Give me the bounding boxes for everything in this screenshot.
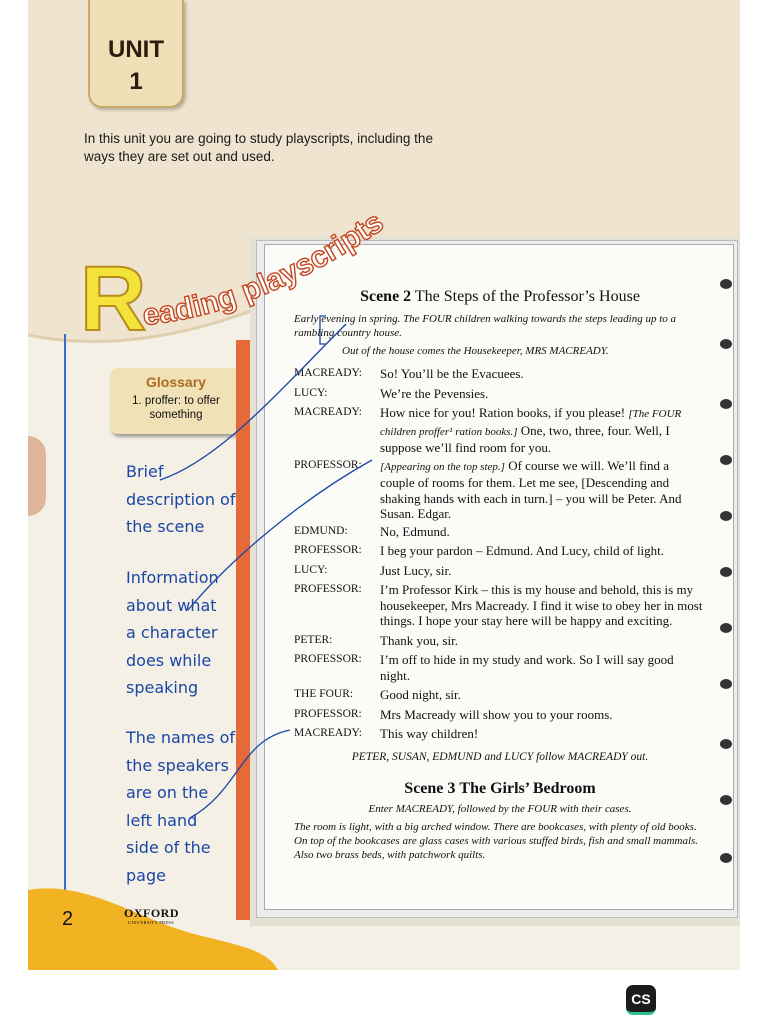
- spoken-text: Just Lucy, sir.: [380, 562, 452, 578]
- speaker-name: LUCY:: [294, 386, 328, 399]
- spoken-text: Of course we will. We’ll find a couple of rooms for them. Let me see, [Descending and shaking hands with each in turn.] – you will be Peter. And Susan. Edgar.: [380, 457, 682, 521]
- scene-title: The Girls’ Bedroom: [459, 779, 596, 797]
- spoken-text: Good night, sir.: [380, 687, 461, 702]
- spoken-text: I’m Professor Kirk – this is my house and behold, this is my housekeeper, Mrs Macready. I find it wise to obey her in most things. I hope your stay here will be happy and exciting.: [380, 582, 703, 628]
- stage-direction: Early evening in spring. The FOUR children walking towards the steps leading up to a rambling country house.: [294, 313, 677, 339]
- unit-number: 1: [129, 68, 143, 95]
- spoken-text: We’re the Pevensies.: [380, 385, 489, 401]
- arrow-speaker-names: [190, 730, 290, 818]
- unit-label: UNIT: [108, 36, 164, 63]
- speaker-name: LUCY:: [294, 563, 328, 576]
- speaker-name: PROFESSOR:: [294, 544, 362, 556]
- speaker-name: PROFESSOR:: [294, 707, 362, 720]
- note-line: Information: [126, 568, 219, 587]
- spoken-text: I’m off to hide in my study and work. So I will say good night.: [380, 652, 674, 683]
- speaker-name: THE FOUR:: [294, 688, 354, 700]
- note-line: about what: [126, 595, 217, 615]
- note-line: Brief: [126, 462, 164, 481]
- arrow-character-info: [188, 460, 372, 610]
- note-line: side of the: [126, 838, 211, 857]
- unit-intro: In this unit you are going to study playscripts, including the ways they are set out and used.: [84, 131, 433, 164]
- arrow-scene-description: [160, 324, 346, 480]
- note-line: the scene: [126, 517, 205, 536]
- scene-title: The Steps of the Professor’s House: [414, 288, 640, 305]
- scene-number: Scene 3: [404, 779, 456, 797]
- title-initial: R: [80, 248, 147, 350]
- spoken-text: I beg your pardon – Edmund. And Lucy, child of light.: [380, 543, 665, 558]
- bracket-mark: [320, 316, 326, 344]
- page-number: 2: [62, 908, 74, 930]
- publisher-sub: UNIVERSITY PRESS: [128, 920, 175, 925]
- spoken-text: How nice for you! Ration books, if you please!: [380, 405, 629, 420]
- publisher-logo: OXFORD: [124, 906, 179, 920]
- speaker-name: PROFESSOR:: [294, 583, 362, 595]
- speaker-name: PETER:: [294, 633, 333, 646]
- exit-direction: PETER, SUSAN, EDMUND and LUCY follow MACREADY out.: [351, 750, 649, 763]
- spoken-text: So! You’ll be the Evacuees.: [380, 366, 524, 381]
- speaker-name: PROFESSOR:: [294, 653, 362, 665]
- note-line: The names of: [126, 728, 236, 747]
- inline-direction: [Appearing on the top step.]: [380, 460, 505, 473]
- speaker-name: PROFESSOR:: [294, 458, 362, 471]
- spoken-text: This way children!: [380, 726, 479, 741]
- note-line: are on the: [126, 783, 209, 802]
- note-line: left hand: [126, 810, 198, 830]
- note-line: the speakers: [126, 755, 229, 775]
- speaker-name: EDMUND:: [294, 524, 348, 537]
- glossary-item: 1. proffer: to offer something: [132, 395, 220, 421]
- spoken-text: Mrs Macready will show you to your rooms.: [380, 706, 613, 722]
- spoken-text: No, Edmund.: [380, 523, 450, 539]
- title-letters: eading playscripts: [140, 205, 390, 333]
- note-line: a character: [126, 623, 218, 642]
- spoken-text: Thank you, sir.: [380, 632, 458, 648]
- spoken-text: One, two, three, four. Well, I suppose we’ll find room for you.: [380, 422, 670, 455]
- scene-number: Scene 2: [360, 288, 412, 305]
- speaker-name: MACREADY:: [294, 406, 362, 418]
- note-line: description of: [126, 489, 236, 509]
- note-line: does while: [126, 650, 212, 670]
- note-line: page: [126, 865, 166, 885]
- note-line: speaking: [126, 678, 199, 697]
- enter-direction: Enter MACREADY, followed by the FOUR with their cases.: [368, 802, 632, 815]
- inline-direction: [The FOUR children proffer¹ ration books.]: [380, 408, 682, 438]
- speaker-name: MACREADY:: [294, 727, 362, 739]
- speaker-name: MACREADY:: [294, 367, 362, 379]
- camscanner-badge: CS: [626, 985, 656, 1015]
- stage-direction: Out of the house comes the Housekeeper, MRS MACREADY.: [342, 345, 609, 357]
- glossary-title: Glossary: [146, 374, 206, 390]
- scene-description: The room is light, with a big arched window. There are bookcases, with plenty of old books. On top of the bookcases are glass cases with various stuffed birds, fish and small mammals. Also two brass beds, with patchwork quilts.: [294, 820, 699, 861]
